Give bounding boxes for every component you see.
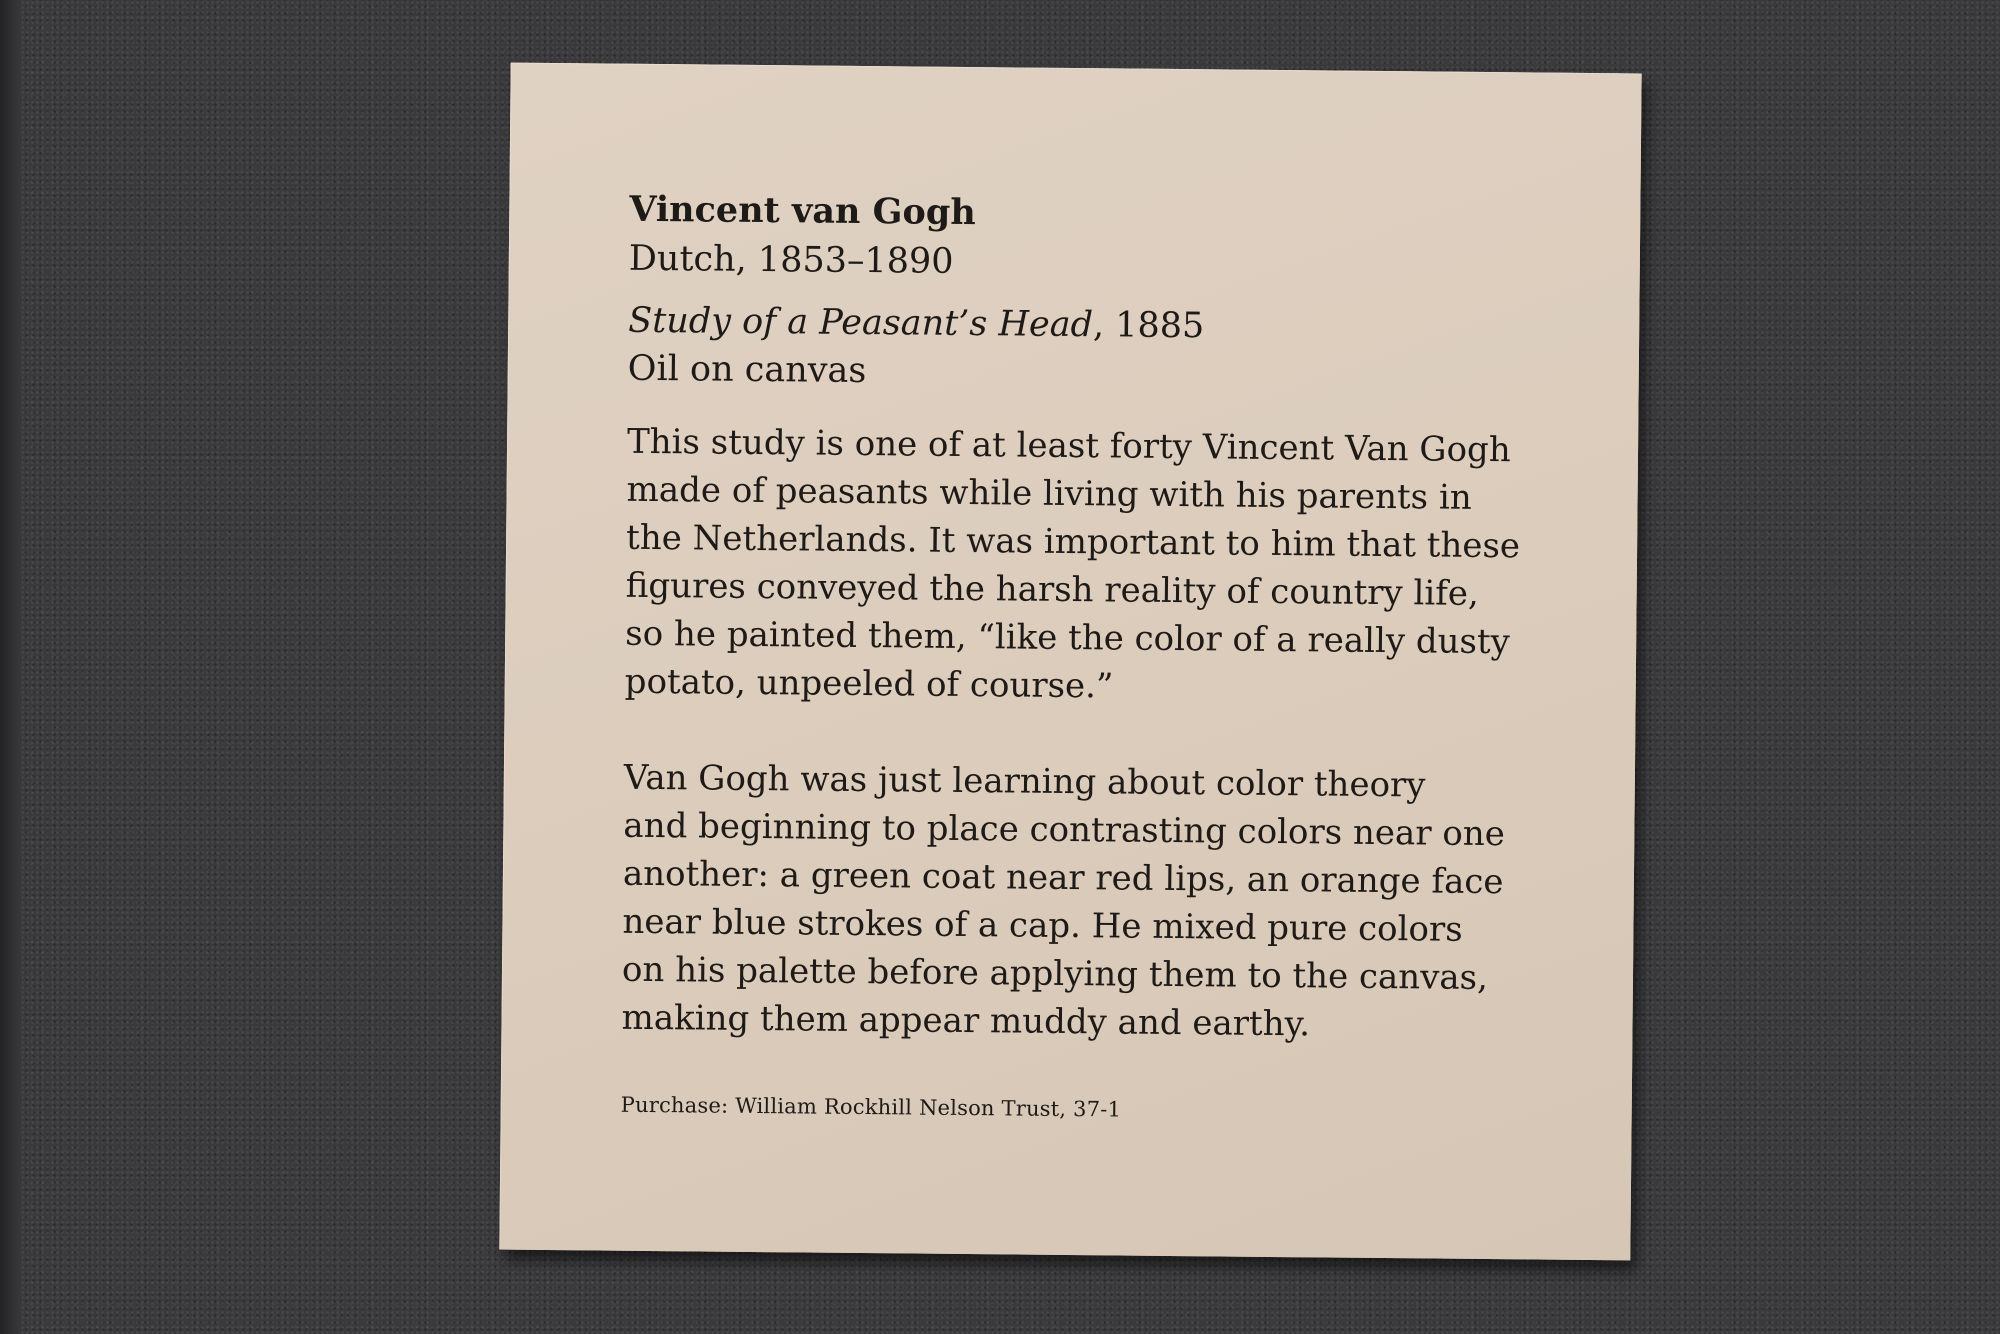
museum-label-card <box>499 63 1641 1261</box>
artwork-title-line <box>628 296 1528 355</box>
artwork-medium: Oil on canvas <box>627 348 867 392</box>
text-line: on his palette before applying them to the canvas, <box>621 949 1489 999</box>
text-line: made of peasants while living with his parents in <box>626 469 1472 518</box>
description-paragraph-1 <box>625 418 1528 715</box>
description-paragraph-2 <box>621 754 1524 1051</box>
text-line: making them appear muddy and earthy. <box>621 997 1311 1045</box>
artwork-title: Study of a Peasant’s Head <box>628 300 1094 346</box>
credit-line: Purchase: William Rockhill Nelson Trust, 37-1 <box>620 1092 1122 1122</box>
text-line: so he painted them, “like the color of a really dusty <box>625 613 1511 663</box>
text-line: Van Gogh was just learning about color theory <box>623 757 1426 806</box>
artist-nationality-dates: Dutch, 1853–1890 <box>628 238 954 282</box>
text-line: potato, unpeeled of course.” <box>624 661 1114 707</box>
wall-shadow-edge <box>0 0 22 1334</box>
text-line: This study is one of at least forty Vincent Van Gogh <box>626 421 1511 471</box>
label-description <box>621 418 1527 1051</box>
text-line: the Netherlands. It was important to him that these <box>625 517 1521 567</box>
text-line: figures conveyed the harsh reality of country life, <box>625 565 1479 614</box>
label-content <box>621 186 1530 1129</box>
text-line: and beginning to place contrasting colors near one <box>623 805 1506 855</box>
text-line: another: a green coat near red lips, an orange face <box>622 853 1504 903</box>
artist-name: Vincent van Gogh <box>629 188 976 234</box>
text-line: near blue strokes of a cap. He mixed pure colors <box>622 901 1463 950</box>
artwork-date: , 1885 <box>1092 305 1205 347</box>
